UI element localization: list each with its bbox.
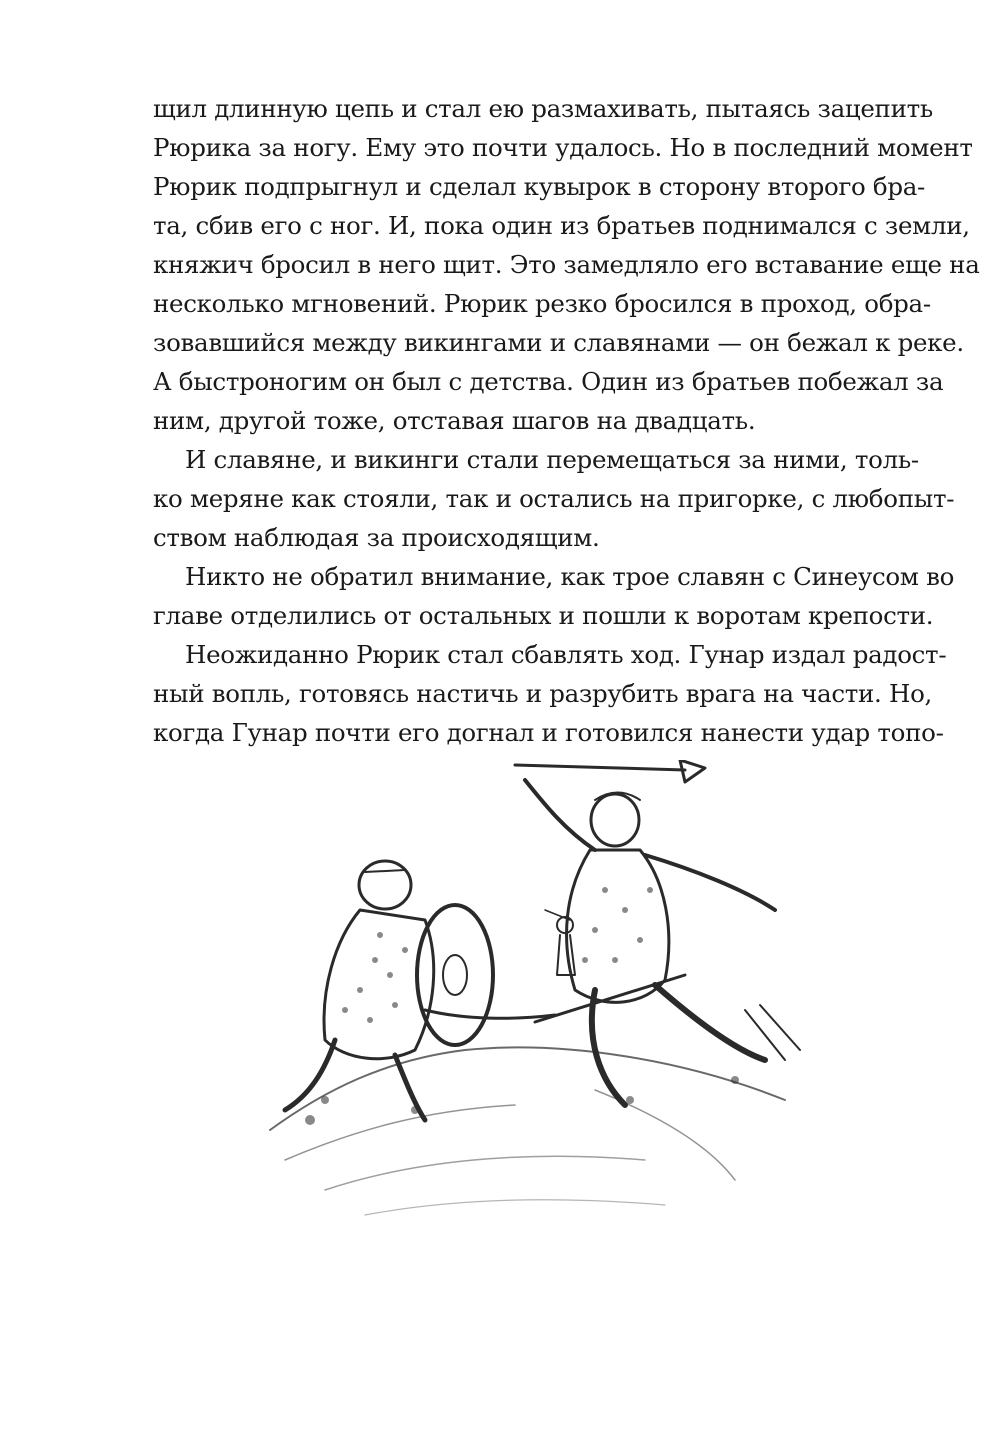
text-line: та, сбив его с ног. И, пока один из братьев поднимался с земли, (153, 211, 970, 240)
warriors-sketch (265, 760, 825, 1230)
text-line: ко меряне как стояли, так и остались на пригорке, с любопыт- (153, 484, 955, 513)
battle-illustration (265, 760, 825, 1230)
text-line: несколько мгновений. Рюрик резко бросился в проход, обра- (153, 289, 931, 318)
text-line: щил длинную цепь и стал ею размахивать, пытаясь зацепить (153, 94, 933, 123)
text-line: когда Гунар почти его догнал и готовился нанести удар топо- (153, 718, 944, 747)
paragraph-start-line: Неожиданно Рюрик стал сбавлять ход. Гунар издал радост- (185, 640, 947, 669)
text-line: ством наблюдая за происходящим. (153, 523, 600, 552)
text-line: зовавшийся между викингами и славянами — он бежал к реке. (153, 328, 964, 357)
paragraph-start-line: И славяне, и викинги стали перемещаться за ними, толь- (185, 445, 919, 474)
text-line: ним, другой тоже, отставая шагов на двадцать. (153, 406, 756, 435)
paragraph-start-line: Никто не обратил внимание, как трое славян с Синеусом во (185, 562, 955, 591)
text-line: Рюрик подпрыгнул и сделал кувырок в сторону второго бра- (153, 172, 926, 201)
text-line: ный вопль, готовясь настичь и разрубить врага на части. Но, (153, 679, 933, 708)
text-line: главе отделились от остальных и пошли к воротам крепости. (153, 601, 934, 630)
text-line: А быстроногим он был с детства. Один из братьев побежал за (153, 367, 944, 396)
text-line: княжич бросил в него щит. Это замедляло его вставание еще на (153, 250, 980, 279)
body-text (153, 89, 980, 752)
text-line: Рюрика за ногу. Ему это почти удалось. Но в последний момент (153, 133, 973, 162)
